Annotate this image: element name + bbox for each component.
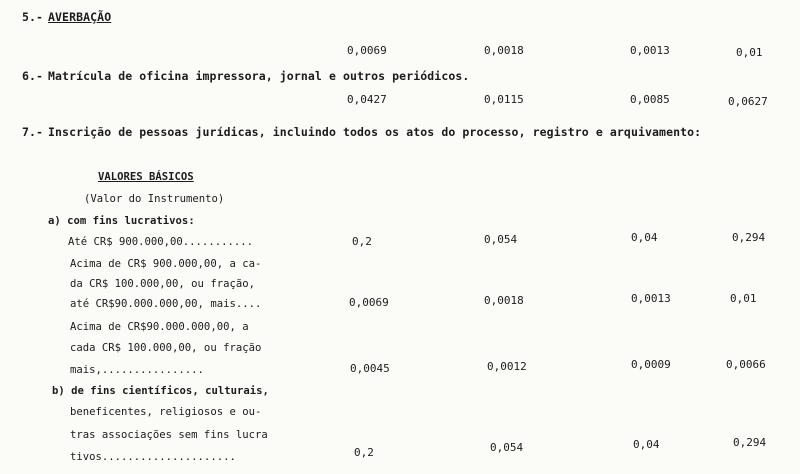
s6-value-3: 0,0085: [630, 93, 670, 106]
item-a-row3-line2: cada CR$ 100.000,00, ou fração: [70, 342, 262, 354]
a-row1-value-4: 0,294: [732, 231, 766, 244]
basic-values-title: VALORES BÁSICOS: [98, 171, 194, 183]
item-b-line1: b) de fins científicos, culturais,: [52, 385, 269, 397]
section-5-title: AVERBAÇÃO: [48, 10, 112, 24]
a-row1-value-1: 0,2: [352, 235, 372, 248]
s5-value-2: 0,0018: [484, 44, 524, 57]
item-b-line4: tivos.....................: [70, 451, 236, 463]
section-5-number: 5.-: [22, 10, 44, 24]
s5-value-1: 0,0069: [347, 44, 387, 57]
s5-value-4: 0,01: [736, 46, 763, 59]
item-b-line3: tras associações sem fins lucra: [70, 429, 268, 441]
section-7-title: Inscrição de pessoas jurídicas, incluindo todos os atos do processo, registro e arquivamento:: [48, 125, 702, 139]
item-a-row2-line3: até CR$90.000.000,00, mais....: [70, 298, 262, 310]
b-value-1: 0,2: [354, 446, 374, 459]
item-b-line2: beneficentes, religiosos e ou-: [70, 406, 262, 418]
instrument-value-note: (Valor do Instrumento): [84, 193, 225, 205]
b-value-3: 0,04: [633, 438, 660, 451]
b-value-4: 0,294: [733, 436, 767, 449]
item-a-row3-line3: mais,................: [70, 364, 204, 376]
a-row2-value-4: 0,01: [730, 292, 757, 305]
a-row3-value-3: 0,0009: [631, 358, 671, 371]
s6-value-2: 0,0115: [484, 93, 524, 106]
b-value-2: 0,054: [490, 441, 524, 454]
section-7-number: 7.-: [22, 125, 44, 139]
a-row2-value-2: 0,0018: [484, 294, 524, 307]
item-a-row1-text: Até CR$ 900.000,00...........: [68, 236, 253, 248]
a-row3-value-1: 0,0045: [350, 362, 390, 375]
item-a-row3-line1: Acima de CR$90.000.000,00, a: [70, 321, 249, 333]
a-row3-value-2: 0,0012: [487, 360, 527, 373]
a-row3-value-4: 0,0066: [726, 358, 766, 371]
a-row1-value-2: 0,054: [484, 233, 518, 246]
a-row2-value-3: 0,0013: [631, 292, 671, 305]
a-row1-value-3: 0,04: [631, 231, 658, 244]
s5-value-3: 0,0013: [630, 44, 670, 57]
item-a-row2-line1: Acima de CR$ 900.000,00, a ca-: [70, 258, 262, 270]
a-row2-value-1: 0,0069: [349, 296, 389, 309]
item-a-row2-line2: da CR$ 100.000,00, ou fração,: [70, 278, 255, 290]
section-6-title: Matrícula de oficina impressora, jornal e outros periódicos.: [48, 69, 470, 83]
s6-value-4: 0,0627: [728, 95, 768, 108]
s6-value-1: 0,0427: [347, 93, 387, 106]
item-a-label: a) com fins lucrativos:: [48, 215, 195, 227]
section-6-number: 6.-: [22, 69, 44, 83]
